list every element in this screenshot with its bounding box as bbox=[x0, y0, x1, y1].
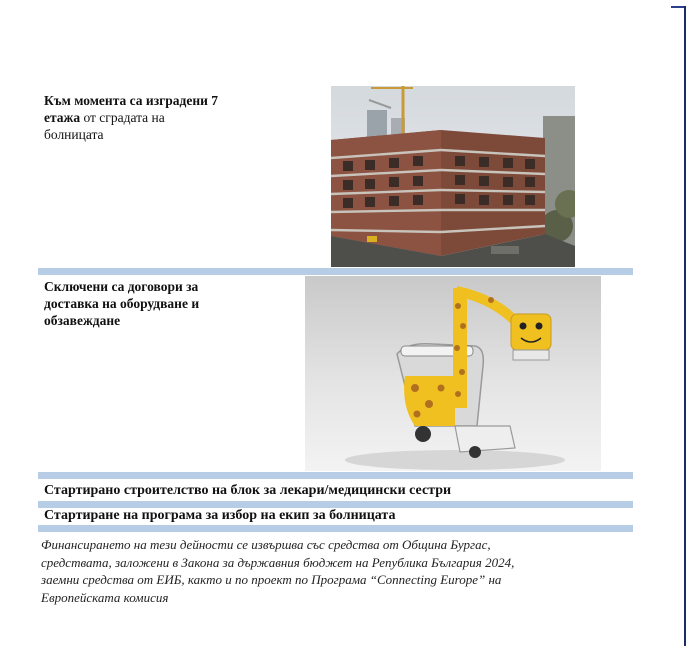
contracts-line-3: обзавеждане bbox=[44, 313, 121, 328]
funding-note-line-2: средствата, заложени в Закона за държавния бюджет на Република България 2024, bbox=[41, 554, 515, 570]
funding-note-line-1: Финансирането на тези дейности се извършва със средства от Община Бургас, bbox=[41, 537, 491, 552]
team-program-title: Стартиране на програма за избор на екип за болницата bbox=[44, 508, 396, 523]
construction-line-3: болницата bbox=[44, 127, 104, 142]
construction-text bbox=[44, 92, 304, 143]
page-right-rule bbox=[684, 6, 686, 646]
contracts-line-2: доставка на оборудване и bbox=[44, 296, 200, 311]
section-divider-1 bbox=[38, 268, 633, 275]
medical-equipment-photo bbox=[305, 276, 601, 471]
construction-floors-word: етажа bbox=[44, 110, 81, 125]
construction-photo bbox=[331, 86, 575, 267]
funding-note-line-4: Европейската комисия bbox=[41, 589, 169, 605]
section-divider-2 bbox=[38, 472, 633, 479]
construction-line-2 bbox=[44, 109, 304, 126]
contracts-line-1: Сключени са договори за bbox=[44, 279, 199, 294]
contracts-text bbox=[44, 278, 304, 329]
doctors-block-title: Стартирано строителство на блок за лекари/медицински сестри bbox=[44, 483, 452, 498]
construction-line-1: Към момента са изградени 7 bbox=[44, 93, 219, 108]
construction-line-2-rest: от сградата на bbox=[80, 110, 165, 125]
section-divider-4 bbox=[38, 525, 633, 532]
section-divider-3 bbox=[38, 501, 633, 508]
funding-note-line-3: заемни средства от ЕИБ, както и по проект по Програма “Connecting Europe” на bbox=[41, 572, 502, 587]
funding-note bbox=[41, 536, 641, 606]
